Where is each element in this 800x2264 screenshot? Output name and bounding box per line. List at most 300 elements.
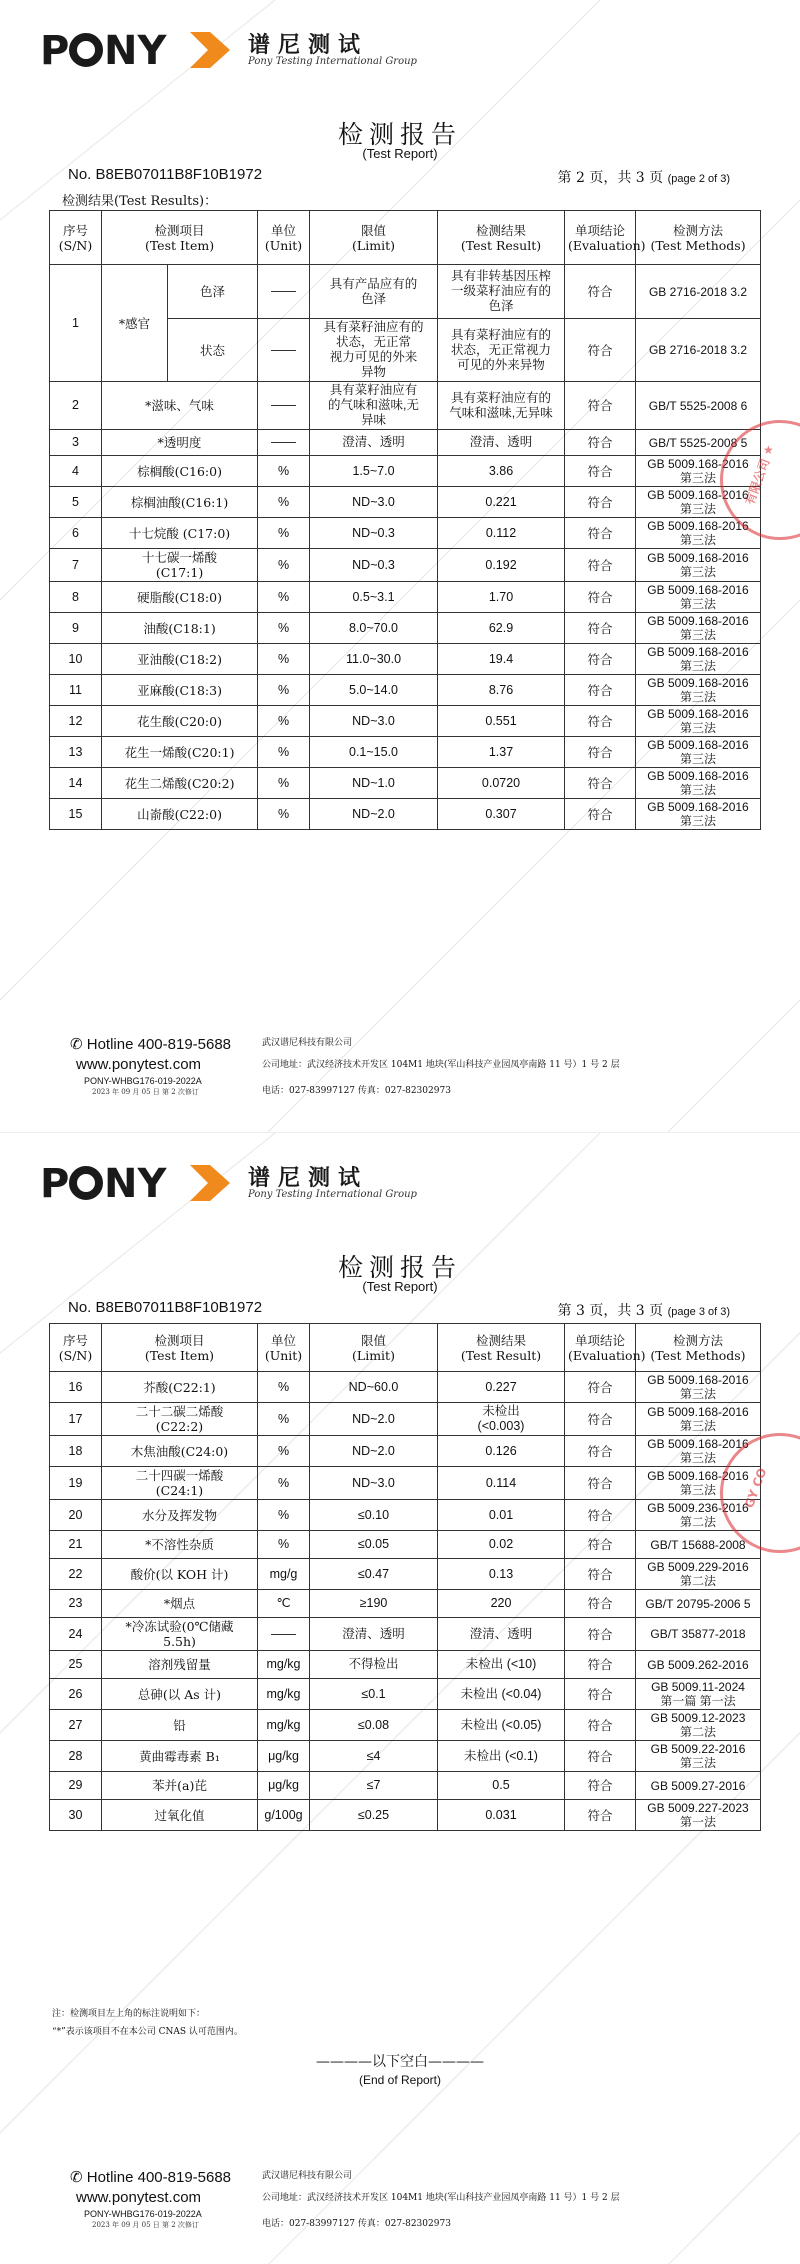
table-row xyxy=(50,1403,761,1436)
brand-name-cn: 谱尼测试 xyxy=(248,1166,369,1191)
cell-line: 澄清、透明 xyxy=(342,1626,405,1641)
table-row xyxy=(50,430,761,456)
cell-line: 亚油酸(C18:2) xyxy=(137,651,222,667)
evaluation-cell: 符合 xyxy=(565,265,636,319)
cell-line: (Test Item) xyxy=(144,237,215,253)
cell-line: GB 5009.168-2016 xyxy=(647,1437,749,1451)
result-cell xyxy=(438,1618,565,1651)
item-cell xyxy=(102,644,258,675)
company-name: 武汉谱尼科技有限公司 xyxy=(262,2171,353,2181)
phone-icon: ✆ xyxy=(70,1036,83,1053)
results-label: 检测结果(Test Results)： xyxy=(62,194,218,209)
cell-line: GB 5009.168-2016 xyxy=(647,551,749,565)
evaluation-cell: 符合 xyxy=(565,706,636,737)
table-row xyxy=(50,1741,761,1772)
brand-name-en: Pony Testing International Group xyxy=(248,56,417,67)
cell-line: 总砷(以 As 计) xyxy=(137,1686,222,1702)
cell-line: GB 5009.168-2016 xyxy=(647,738,749,752)
page-indicator xyxy=(558,167,730,187)
evaluation-cell: 符合 xyxy=(565,737,636,768)
svg-text:P: P xyxy=(40,28,70,72)
cell-line: (Unit) xyxy=(264,1347,303,1363)
cell-line: 检测结果 xyxy=(475,1332,526,1348)
cell-line: 未检出 (<0.05) xyxy=(460,1717,542,1732)
table-row xyxy=(50,1436,761,1467)
cell-line: 检测方法 xyxy=(673,222,724,238)
cell-line: ≤0.08 xyxy=(357,1717,390,1732)
unit-cell: —— xyxy=(258,1618,310,1651)
cell-line: ND~2.0 xyxy=(352,1411,395,1426)
limit-cell xyxy=(310,1467,438,1500)
sn-cell: 19 xyxy=(50,1467,102,1500)
cell-line: GB 5009.236-2016 xyxy=(647,1501,749,1515)
cell-line: 澄清、透明 xyxy=(469,1626,533,1641)
cell-line: 第三法 xyxy=(680,659,717,673)
limit-cell xyxy=(310,1679,438,1710)
cell-line: GB 5009.168-2016 xyxy=(647,583,749,597)
table-row xyxy=(50,456,761,487)
cell-line: 0.112 xyxy=(485,525,517,540)
cell-line: 8.76 xyxy=(488,682,514,697)
evaluation-cell: 符合 xyxy=(565,1403,636,1436)
cell-line: 检测方法 xyxy=(672,1332,723,1348)
column-header xyxy=(102,1324,258,1372)
limit-cell xyxy=(310,1531,438,1559)
item-cell xyxy=(102,1372,258,1403)
method-cell xyxy=(636,265,761,319)
cell-line: (S/N) xyxy=(58,1347,93,1363)
doc-code: PONY-WHBG176-019-2022A xyxy=(84,2209,202,2219)
cell-line: GB 5009.168-2016 xyxy=(647,769,749,783)
item-cell xyxy=(102,487,258,518)
limit-cell xyxy=(310,644,438,675)
evaluation-cell: 符合 xyxy=(565,1618,636,1651)
evaluation-cell: 符合 xyxy=(565,1651,636,1679)
table-row xyxy=(50,737,761,768)
cell-line: (S/N) xyxy=(58,237,93,253)
result-cell xyxy=(438,582,565,613)
limit-cell xyxy=(310,1500,438,1531)
item-cell xyxy=(102,1741,258,1772)
evaluation-cell: 符合 xyxy=(565,518,636,549)
cell-line: 芥酸(C22:1) xyxy=(143,1379,216,1395)
end-marker-cn: ————以下空白———— xyxy=(316,2054,484,2070)
table-notes xyxy=(52,2005,243,2041)
company-contact: 电话：027-83997127 传真：027-82302973 xyxy=(262,1086,451,1096)
cell-line: 第三法 xyxy=(680,814,717,828)
evaluation-cell: 符合 xyxy=(565,430,636,456)
cell-line: 0.307 xyxy=(485,806,517,821)
sn-cell: 16 xyxy=(50,1372,102,1403)
cell-line: (Test Result) xyxy=(460,1347,542,1363)
evaluation-cell: 符合 xyxy=(565,1741,636,1772)
evaluation-cell: 符合 xyxy=(565,1590,636,1618)
item-cell xyxy=(102,430,258,456)
cell-line: 二十二碳二烯酸 xyxy=(135,1404,224,1419)
result-cell xyxy=(438,430,565,456)
item-cell xyxy=(102,1467,258,1500)
result-cell xyxy=(438,1531,565,1559)
end-marker-en: (End of Report) xyxy=(358,2073,442,2087)
doc-title-cn: 检测报告 xyxy=(337,1253,462,1282)
cell-line: 的气味和滋味,无 xyxy=(328,398,419,412)
cell-line: 花生一烯酸(C20:1) xyxy=(124,744,235,760)
item-cell xyxy=(102,518,258,549)
cell-line: 色泽 xyxy=(488,299,514,313)
cell-line: 木焦油酸(C24:0) xyxy=(130,1443,229,1459)
table-row xyxy=(50,799,761,830)
column-header xyxy=(565,1324,646,1372)
unit-cell: —— xyxy=(258,265,310,319)
sn-cell: 22 xyxy=(50,1559,102,1590)
cell-line: ND~2.0 xyxy=(352,806,395,821)
method-cell xyxy=(636,1590,761,1618)
cell-line: GB 5009.27-2016 xyxy=(650,1778,746,1793)
limit-cell xyxy=(310,319,438,382)
method-cell xyxy=(636,1372,761,1403)
sn-cell: 14 xyxy=(50,768,102,799)
item-group-cell: *感官 xyxy=(102,265,168,382)
svg-text:P: P xyxy=(40,1161,70,1205)
cell-line: (C22:2) xyxy=(155,1419,204,1434)
cell-line: GB 5009.168-2016 xyxy=(647,488,749,502)
cell-line: 澄清、透明 xyxy=(469,435,533,449)
table-row xyxy=(50,382,761,430)
evaluation-cell: 符合 xyxy=(565,582,636,613)
limit-cell xyxy=(310,582,438,613)
unit-cell: % xyxy=(258,675,310,706)
sn-cell: 13 xyxy=(50,737,102,768)
cell-line: 序号 xyxy=(62,222,88,238)
cell-line: 第一法 xyxy=(679,1815,716,1829)
unit-cell: mg/kg xyxy=(258,1679,310,1710)
cell-line: *烟点 xyxy=(163,1596,196,1611)
page-footer xyxy=(0,2168,800,2248)
pony-logo-icon xyxy=(40,22,240,72)
column-header xyxy=(636,1324,761,1372)
cell-line: (Test Methods) xyxy=(650,237,746,253)
cell-line: ≥190 xyxy=(359,1596,388,1610)
result-cell xyxy=(438,1590,565,1618)
evaluation-cell: 符合 xyxy=(565,768,636,799)
unit-cell: % xyxy=(258,706,310,737)
item-cell xyxy=(102,613,258,644)
sn-cell: 10 xyxy=(50,644,102,675)
item-cell xyxy=(102,1710,258,1741)
cell-line: 0.551 xyxy=(485,713,517,728)
sn-cell: 11 xyxy=(50,675,102,706)
cell-line: 第三法 xyxy=(680,565,717,579)
limit-cell xyxy=(310,1559,438,1590)
cell-line: ≤0.1 xyxy=(361,1686,386,1701)
cell-line: 棕榈油酸(C16:1) xyxy=(130,494,229,510)
doc-title-cn: 检测报告 xyxy=(337,120,462,149)
cell-line: 棕榈酸(C16:0) xyxy=(137,463,222,479)
method-cell xyxy=(636,1772,761,1800)
cell-line: 第二法 xyxy=(679,1515,716,1529)
table-header xyxy=(50,1324,761,1372)
method-cell xyxy=(636,644,761,675)
cell-line: 单项结论 xyxy=(574,1332,625,1348)
result-cell xyxy=(438,1372,565,1403)
cell-line: GB 5009.168-2016 xyxy=(647,614,749,628)
item-cell xyxy=(102,582,258,613)
page-indicator-en: (page 2 of 3) xyxy=(667,173,730,185)
cell-line: ND~1.0 xyxy=(352,775,395,790)
limit-cell xyxy=(310,456,438,487)
result-cell xyxy=(438,1467,565,1500)
cell-line: GB 5009.168-2016 xyxy=(647,800,749,814)
cell-line: 限值 xyxy=(360,1332,386,1348)
result-cell xyxy=(438,1772,565,1800)
cell-line: 澄清、透明 xyxy=(342,435,405,449)
limit-cell xyxy=(310,613,438,644)
item-cell xyxy=(102,1403,258,1436)
evaluation-cell: 符合 xyxy=(565,319,636,382)
cell-line: 检测项目 xyxy=(154,1332,205,1348)
cell-line: GB/T 5525-2008 6 xyxy=(648,398,748,413)
unit-cell: % xyxy=(258,456,310,487)
table-row xyxy=(50,582,761,613)
cell-line: 5.0~14.0 xyxy=(349,682,399,697)
limit-cell xyxy=(310,1651,438,1679)
cell-line: 具有菜籽油应有的 xyxy=(451,390,552,405)
cell-line: 具有非转基因压榨 xyxy=(451,269,552,283)
item-cell xyxy=(102,456,258,487)
cell-line: 未检出 xyxy=(482,1404,520,1418)
cell-line: ND~3.0 xyxy=(352,1475,395,1490)
cell-line: 铅 xyxy=(173,1717,186,1733)
cell-line: 单位 xyxy=(270,1332,296,1348)
item-cell xyxy=(102,799,258,830)
item-cell xyxy=(102,675,258,706)
cell-line: 第三法 xyxy=(680,752,717,766)
evaluation-cell: 符合 xyxy=(565,1531,636,1559)
result-cell xyxy=(438,1679,565,1710)
sn-cell: 29 xyxy=(50,1772,102,1800)
unit-cell: mg/kg xyxy=(258,1710,310,1741)
website-link[interactable]: www.ponytest.com xyxy=(76,1056,202,1073)
item-cell xyxy=(102,1679,258,1710)
unit-cell: % xyxy=(258,1531,310,1559)
cell-line: ≤7 xyxy=(366,1778,381,1792)
method-cell xyxy=(636,1651,761,1679)
cell-line: 第三法 xyxy=(680,721,717,735)
cell-line: ≤4 xyxy=(366,1748,381,1763)
method-cell xyxy=(636,1403,761,1436)
table-row xyxy=(50,1772,761,1800)
cell-line: GB 5009.168-2016 xyxy=(647,707,749,721)
cell-line: 8.0~70.0 xyxy=(349,620,399,635)
cell-line: 具有产品应有的 xyxy=(329,276,418,291)
table-row xyxy=(50,1559,761,1590)
cell-line: ND~3.0 xyxy=(352,494,395,509)
limit-cell xyxy=(310,1590,438,1618)
method-cell xyxy=(636,737,761,768)
cell-line: GB/T 35877-2018 xyxy=(650,1627,746,1641)
column-header xyxy=(438,1324,565,1372)
cell-line: 第三法 xyxy=(680,783,717,797)
method-cell xyxy=(636,706,761,737)
limit-cell xyxy=(310,675,438,706)
hotline-text: Hotline 400-819-5688 xyxy=(86,1036,232,1053)
result-cell xyxy=(438,456,565,487)
cell-line: 花生酸(C20:0) xyxy=(137,713,222,729)
unit-cell: mg/kg xyxy=(258,1651,310,1679)
result-cell xyxy=(438,518,565,549)
evaluation-cell: 符合 xyxy=(565,675,636,706)
evaluation-cell: 符合 xyxy=(565,1436,636,1467)
cell-line: 0.126 xyxy=(485,1443,517,1458)
cell-line: 水分及挥发物 xyxy=(141,1507,217,1523)
cell-line: 0.5 xyxy=(492,1778,510,1792)
sn-cell: 18 xyxy=(50,1436,102,1467)
cell-line: ND~0.3 xyxy=(352,525,395,540)
unit-cell: μg/kg xyxy=(258,1772,310,1800)
method-cell xyxy=(636,1741,761,1772)
results-table xyxy=(49,210,761,830)
column-header xyxy=(258,211,310,265)
svg-text:NY: NY xyxy=(104,1161,167,1205)
cell-line: 第三法 xyxy=(680,502,717,516)
sn-cell: 3 xyxy=(50,430,102,456)
cell-line: 溶剂残留量 xyxy=(148,1657,211,1672)
cell-line: 未检出 (<10) xyxy=(465,1657,537,1671)
table-row xyxy=(50,1372,761,1403)
table-row xyxy=(50,1679,761,1710)
cell-line: 0.5~3.1 xyxy=(352,589,395,604)
cell-line: ≤0.05 xyxy=(357,1537,390,1551)
cell-line: 检测项目 xyxy=(154,222,205,238)
limit-cell xyxy=(310,382,438,430)
cell-line: 0.02 xyxy=(488,1537,514,1551)
svg-text:NY: NY xyxy=(104,28,167,72)
column-header xyxy=(310,1324,438,1372)
cell-line: (Limit) xyxy=(352,237,395,253)
page-indicator-cn: 第 2 页，共 3 页 xyxy=(557,170,664,186)
table-row xyxy=(50,1531,761,1559)
hotline xyxy=(70,1035,231,1053)
cell-line: GB 5009.168-2016 xyxy=(647,1469,749,1483)
cell-line: 第二法 xyxy=(679,1725,716,1739)
cell-line: 十七烷酸 (C17:0) xyxy=(128,525,231,541)
pony-logo-icon xyxy=(40,1155,240,1205)
result-cell xyxy=(438,382,565,430)
result-cell xyxy=(438,737,565,768)
table-row xyxy=(50,1467,761,1500)
item-cell xyxy=(102,549,258,582)
sn-cell: 6 xyxy=(50,518,102,549)
cell-line: GB 5009.168-2016 xyxy=(647,519,749,533)
website-link[interactable]: www.ponytest.com xyxy=(76,2189,202,2206)
cell-line: GB 5009.168-2016 xyxy=(647,457,749,471)
result-cell xyxy=(438,1403,565,1436)
cell-line: 限值 xyxy=(361,222,387,238)
item-cell xyxy=(102,706,258,737)
table-row xyxy=(50,1651,761,1679)
sn-cell: 30 xyxy=(50,1800,102,1831)
cell-line: GB 5009.262-2016 xyxy=(647,1657,749,1672)
cell-line: 0.01 xyxy=(488,1507,514,1522)
result-cell xyxy=(438,1436,565,1467)
unit-cell: % xyxy=(258,768,310,799)
cell-line: 0.1~15.0 xyxy=(349,744,399,759)
cell-line: 苯并(a)芘 xyxy=(152,1778,207,1793)
note-line-2: “*”表示该项目不在本公司 CNAS 认可范围内。 xyxy=(52,2027,243,2037)
cell-line: 单位 xyxy=(271,222,297,238)
cell-line: (Evaluation) xyxy=(568,237,646,253)
column-header xyxy=(258,1324,310,1372)
cell-line: GB 5009.168-2016 xyxy=(647,1373,749,1387)
cell-line: 62.9 xyxy=(488,620,514,635)
column-header xyxy=(310,211,438,265)
company-contact: 电话：027-83997127 传真：027-82302973 xyxy=(262,2219,451,2229)
cell-line: 220 xyxy=(490,1596,512,1610)
sn-cell: 17 xyxy=(50,1403,102,1436)
cell-line: ND~2.0 xyxy=(352,1443,395,1458)
cell-line: GB 5009.11-2024 xyxy=(651,1680,745,1694)
unit-cell: % xyxy=(258,613,310,644)
column-header xyxy=(438,211,565,265)
hotline xyxy=(70,2168,231,2186)
table-row xyxy=(50,675,761,706)
sn-cell: 1 xyxy=(50,265,102,382)
cell-line: 第三法 xyxy=(680,597,717,611)
cell-line: *透明度 xyxy=(157,435,202,450)
sn-cell: 2 xyxy=(50,382,102,430)
seal-stamp: 有限公司 ★ xyxy=(720,420,800,540)
result-cell xyxy=(438,487,565,518)
cell-line: 视力可见的外来 xyxy=(329,350,418,364)
page-indicator xyxy=(558,1300,730,1320)
cell-line: 0.0720 xyxy=(481,775,521,790)
table-row xyxy=(50,1618,761,1651)
result-cell xyxy=(438,613,565,644)
limit-cell xyxy=(310,1800,438,1831)
cell-line: 序号 xyxy=(62,1332,88,1348)
cell-line: 一级菜籽油应有的 xyxy=(451,284,552,298)
table-row xyxy=(50,1710,761,1741)
report-page-3 xyxy=(0,1132,800,2264)
cell-line: *冷冻试验(0℃储藏 xyxy=(125,1619,234,1634)
method-cell xyxy=(636,799,761,830)
cell-line: 花生二烯酸(C20:2) xyxy=(124,775,235,791)
cell-line: (Test Item) xyxy=(144,1347,215,1363)
method-cell xyxy=(636,1559,761,1590)
cell-line: 不得检出 xyxy=(348,1657,399,1671)
table-row xyxy=(50,1590,761,1618)
brand-name-cn: 谱尼测试 xyxy=(248,33,369,58)
result-cell xyxy=(438,706,565,737)
cell-line: 1.70 xyxy=(488,589,514,604)
item-sub-cell: 色泽 xyxy=(168,265,258,319)
cell-line: 硬脂酸(C18:0) xyxy=(137,589,222,605)
cell-line: 异物 xyxy=(361,365,387,379)
sn-cell: 26 xyxy=(50,1679,102,1710)
unit-cell: —— xyxy=(258,430,310,456)
cell-line: GB 5009.12-2023 xyxy=(650,1711,746,1725)
brand-header xyxy=(40,1155,460,1205)
table-row xyxy=(50,1800,761,1831)
cell-line: ND~60.0 xyxy=(348,1379,399,1394)
cell-line: (Unit) xyxy=(264,237,303,253)
unit-cell: % xyxy=(258,518,310,549)
method-cell xyxy=(636,582,761,613)
method-cell xyxy=(636,675,761,706)
table-header xyxy=(50,211,761,265)
limit-cell xyxy=(310,1403,438,1436)
method-cell xyxy=(636,768,761,799)
